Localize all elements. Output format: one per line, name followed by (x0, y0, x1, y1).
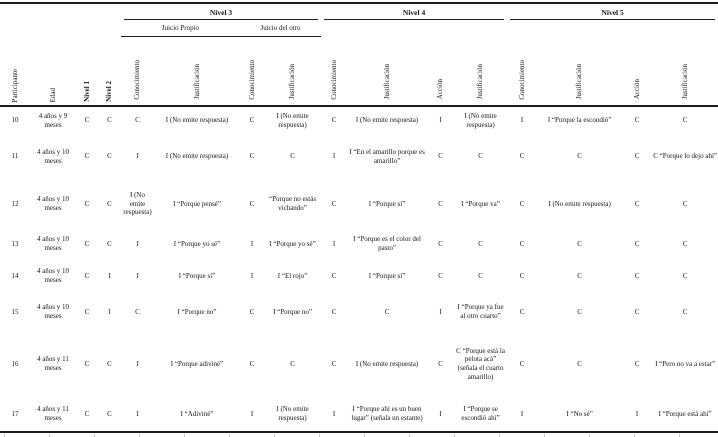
header-nivel-1: Nivel 1 (76, 3, 98, 106)
cell-n3-otro-conocimiento: C (249, 307, 255, 316)
header-n3-otro-justificacion: Justificación (264, 37, 321, 107)
cell-n5-conocimiento: C (519, 307, 525, 316)
cell-n5-accion: C (634, 359, 640, 368)
cell-n3-propio-conocimiento: C (135, 307, 140, 316)
cell-n4-justificacion-2: I “Porque se escondió ahí” (461, 405, 500, 422)
cell-n4-justificacion-2: C (478, 271, 483, 280)
cell-participante: 15 (11, 307, 19, 316)
cell-n3-otro-justificacion: I “Porque no” (273, 307, 312, 316)
header-n5-justificacion-2: Justificación (652, 37, 718, 107)
table-row (0, 134, 718, 179)
cell-n5-justificacion: I “No sé” (566, 409, 593, 418)
header-n5-conocimiento: Conocimiento (507, 37, 537, 107)
header-n5-accion: Acción (622, 37, 652, 107)
cell-n3-propio-justificacion: I “Porque adiviné” (170, 359, 224, 368)
cell-n4-conocimiento: I (332, 239, 336, 248)
header-participante: Participante (0, 3, 30, 106)
cell-nivel1: C (84, 271, 90, 280)
cell-nivel1: C (84, 199, 90, 208)
cell-n3-otro-conocimiento: C (249, 152, 255, 161)
cell-n5-justificacion: C (577, 359, 582, 368)
cell-n3-propio-conocimiento: I (136, 239, 139, 248)
header-n4-justificacion: Justificación (347, 37, 427, 107)
cell-participante: 11 (11, 152, 19, 161)
cell-n3-propio-conocimiento: I (136, 271, 139, 280)
cell-n4-justificacion: I “Porque ahí es un buen lugar” (señala un estante) (351, 405, 423, 422)
cell-edad: 4 años y 11 meses (37, 355, 69, 372)
cell-n4-conocimiento: C (331, 271, 337, 280)
cell-n4-justificacion: C (384, 307, 390, 316)
table-row (0, 397, 718, 432)
cell-n4-accion: C (438, 199, 443, 208)
cell-n4-justificacion-2: C (478, 152, 483, 161)
table-row (0, 179, 718, 229)
cell-n4-justificacion: I (No emite respuesta) (355, 116, 419, 125)
cell-participante: 13 (11, 239, 19, 248)
table-row (0, 293, 718, 331)
header-nivel-2: Nivel 2 (98, 3, 121, 106)
cell-n5-justificacion: C (577, 152, 582, 161)
results-table (0, 2, 718, 433)
cell-n3-propio-justificacion: I “Porque pensé” (173, 199, 221, 208)
cell-n5-accion: C (634, 271, 640, 280)
cell-n3-propio-conocimiento: C (135, 116, 140, 125)
cell-n4-accion: I (439, 307, 442, 316)
cell-n4-conocimiento: I (332, 409, 336, 418)
cell-n3-otro-justificacion: I “El rojo” (277, 271, 308, 280)
header-nivel-4-spacer (321, 20, 507, 37)
cell-n3-otro-conocimiento: I (250, 409, 254, 418)
cell-n4-justificacion: I “Porque sí” (368, 199, 406, 208)
cell-n3-propio-conocimiento: I (No emite respuesta) (123, 190, 152, 217)
cell-n5-conocimiento: C (519, 199, 525, 208)
cell-n5-justificacion-2: C (682, 199, 688, 208)
header-nivel-5: Nivel 5 (507, 3, 718, 20)
cell-n5-justificacion-2: C (682, 116, 688, 125)
cell-edad: 4 años y 10 meses (36, 147, 70, 165)
cell-n5-accion: C (634, 116, 640, 125)
cell-n4-justificacion: I “En el amarillo porque es amarillo” (349, 147, 425, 165)
cell-n5-justificacion: I (No emite respuesta) (548, 199, 611, 208)
header-n4-justificacion-2: Justificación (454, 37, 507, 107)
cell-n5-conocimiento: C (519, 152, 525, 161)
header-n3-propio-justificacion: Justificación (154, 37, 240, 107)
cell-n4-justificacion: I (No emite respuesta) (355, 359, 419, 368)
cell-n5-justificacion-2: I “Pero no va a estar” (655, 359, 716, 368)
cell-n5-justificacion-2: C (682, 239, 688, 248)
cell-participante: 12 (11, 199, 19, 208)
header-n3-otro-conocimiento: Conocimiento (240, 37, 264, 107)
cell-n4-justificacion: I “Porque es el color del pasto” (353, 235, 421, 252)
cell-nivel2: I (108, 271, 111, 280)
cell-n5-justificacion: C (577, 239, 582, 248)
cell-n5-justificacion: C (577, 307, 582, 316)
cell-nivel2: C (107, 409, 112, 418)
cell-n5-justificacion-2: C (682, 307, 688, 316)
cell-n4-justificacion-2: C “Porque está la pelota acá” (señala el cuarto amarillo) (456, 346, 505, 381)
cell-n3-propio-conocimiento: I (136, 152, 139, 161)
cell-n4-accion: C (438, 152, 443, 161)
cell-n5-accion: C (634, 307, 640, 316)
cell-nivel1: C (84, 409, 90, 418)
cell-n5-justificacion-2: I “Porque está ahí” (658, 409, 712, 418)
cell-n3-otro-justificacion: I (No emite respuesta) (276, 405, 309, 422)
cell-n4-conocimiento: C (331, 359, 337, 368)
table-row (0, 229, 718, 259)
cell-n3-otro-justificacion: “Porque no estás vichando” (269, 195, 317, 212)
cell-nivel1: C (84, 116, 90, 125)
cell-n5-conocimiento: C (519, 359, 525, 368)
cell-n4-justificacion-2: I (No emite respuesta) (464, 111, 497, 129)
cell-n4-accion: C (438, 359, 443, 368)
cell-n3-propio-justificacion: I “Porque no” (177, 307, 217, 316)
cell-nivel2: I (108, 307, 111, 316)
cell-n4-justificacion-2: I “Porque va” (461, 199, 500, 208)
header-nivel-5-spacer (507, 20, 718, 37)
header-edad: Edad (30, 3, 76, 106)
table-row (0, 259, 718, 293)
cell-participante: 16 (11, 359, 19, 368)
header-n3-propio-conocimiento: Conocimiento (121, 37, 154, 107)
cell-nivel1: C (84, 307, 90, 316)
cell-n3-propio-justificacion: I “Porque sí” (178, 271, 216, 280)
cell-participante: 14 (11, 271, 19, 280)
cell-n4-conocimiento: C (331, 307, 337, 316)
cell-n4-conocimiento: C (331, 199, 337, 208)
cell-n5-conocimiento: C (519, 271, 525, 280)
header-nivel-3: Nivel 3 (121, 3, 321, 20)
cell-n3-propio-justificacion: I “Porque yo sé” (173, 239, 221, 248)
cell-edad: 4 años y 9 meses (38, 111, 68, 129)
table-row (0, 331, 718, 397)
cell-n4-accion: I (439, 409, 442, 418)
cell-n4-accion: I (439, 116, 442, 125)
cell-nivel1: C (84, 359, 90, 368)
table-row (0, 106, 718, 134)
cell-n4-justificacion-2: I “Porque ya fue al otro cuarto” (457, 303, 504, 320)
cell-n3-otro-conocimiento: I (250, 239, 254, 248)
header-juicio-propio: Juicio Propio (121, 20, 240, 37)
cell-n3-otro-justificacion: C (290, 152, 295, 161)
cell-edad: 4 años y 10 meses (36, 235, 70, 252)
cell-nivel2: C (107, 359, 112, 368)
cell-n5-conocimiento: I (520, 409, 524, 418)
cell-n4-accion: C (438, 271, 443, 280)
cell-n4-conocimiento: I (332, 152, 336, 161)
cell-edad: 4 años y 11 meses (37, 405, 69, 422)
cell-nivel2: C (107, 199, 112, 208)
cell-n5-conocimiento: I (520, 116, 524, 125)
cell-nivel1: C (84, 239, 90, 248)
header-nivel-4: Nivel 4 (321, 3, 507, 20)
header-n4-conocimiento: Conocimiento (321, 37, 347, 107)
cell-n5-conocimiento: C (519, 239, 525, 248)
cell-n3-otro-conocimiento: I (250, 271, 254, 280)
cell-n3-otro-conocimiento: C (249, 199, 255, 208)
cell-nivel2: C (107, 152, 112, 161)
cell-n5-accion: C (634, 152, 640, 161)
cell-n4-accion: C (438, 239, 443, 248)
header-juicio-del-otro: Juicio del otro (240, 20, 321, 37)
cell-n4-conocimiento: C (331, 116, 337, 125)
header-n4-accion: Acción (427, 37, 454, 107)
cell-n3-propio-justificacion: I “Adiviné” (180, 409, 214, 418)
cell-participante: 17 (11, 409, 19, 418)
cell-participante: 10 (11, 116, 19, 125)
cell-n3-otro-conocimiento: C (249, 359, 255, 368)
cell-n3-otro-justificacion: I (No emite respuesta) (276, 111, 309, 129)
cell-nivel2: C (107, 116, 112, 125)
cell-edad: 4 años y 10 meses (36, 267, 70, 284)
cell-n3-propio-justificacion: I (No emite respuesta) (165, 152, 229, 161)
cell-n5-accion: I (635, 409, 639, 418)
cell-nivel1: C (84, 152, 90, 161)
cell-n3-otro-justificacion: I “Porque yo sé” (269, 239, 316, 248)
cell-n5-justificacion: C (577, 271, 582, 280)
cell-n3-propio-conocimiento: I (136, 409, 139, 418)
cell-n3-otro-conocimiento: C (249, 116, 255, 125)
cell-n5-accion: C (634, 199, 640, 208)
cell-n3-propio-conocimiento: I (136, 359, 139, 368)
cell-n5-justificacion: I “Porque la escondió” (547, 116, 612, 125)
cell-n3-propio-justificacion: I (No emite respuesta) (165, 116, 229, 125)
cell-n5-justificacion-2: C “Porque lo dejo ahí” (653, 152, 717, 161)
page (0, 2, 718, 435)
cell-edad: 4 años y 10 meses (36, 303, 70, 320)
cell-n4-justificacion: I “Porque sí” (368, 271, 406, 280)
header-n5-justificacion: Justificación (537, 37, 622, 107)
cell-n5-justificacion-2: C (682, 271, 688, 280)
cell-n4-justificacion-2: C (478, 239, 483, 248)
cell-n3-otro-justificacion: C (290, 359, 295, 368)
cell-edad: 4 años y 10 meses (36, 195, 70, 212)
cell-n5-accion: C (634, 239, 640, 248)
cell-nivel2: C (107, 239, 112, 248)
